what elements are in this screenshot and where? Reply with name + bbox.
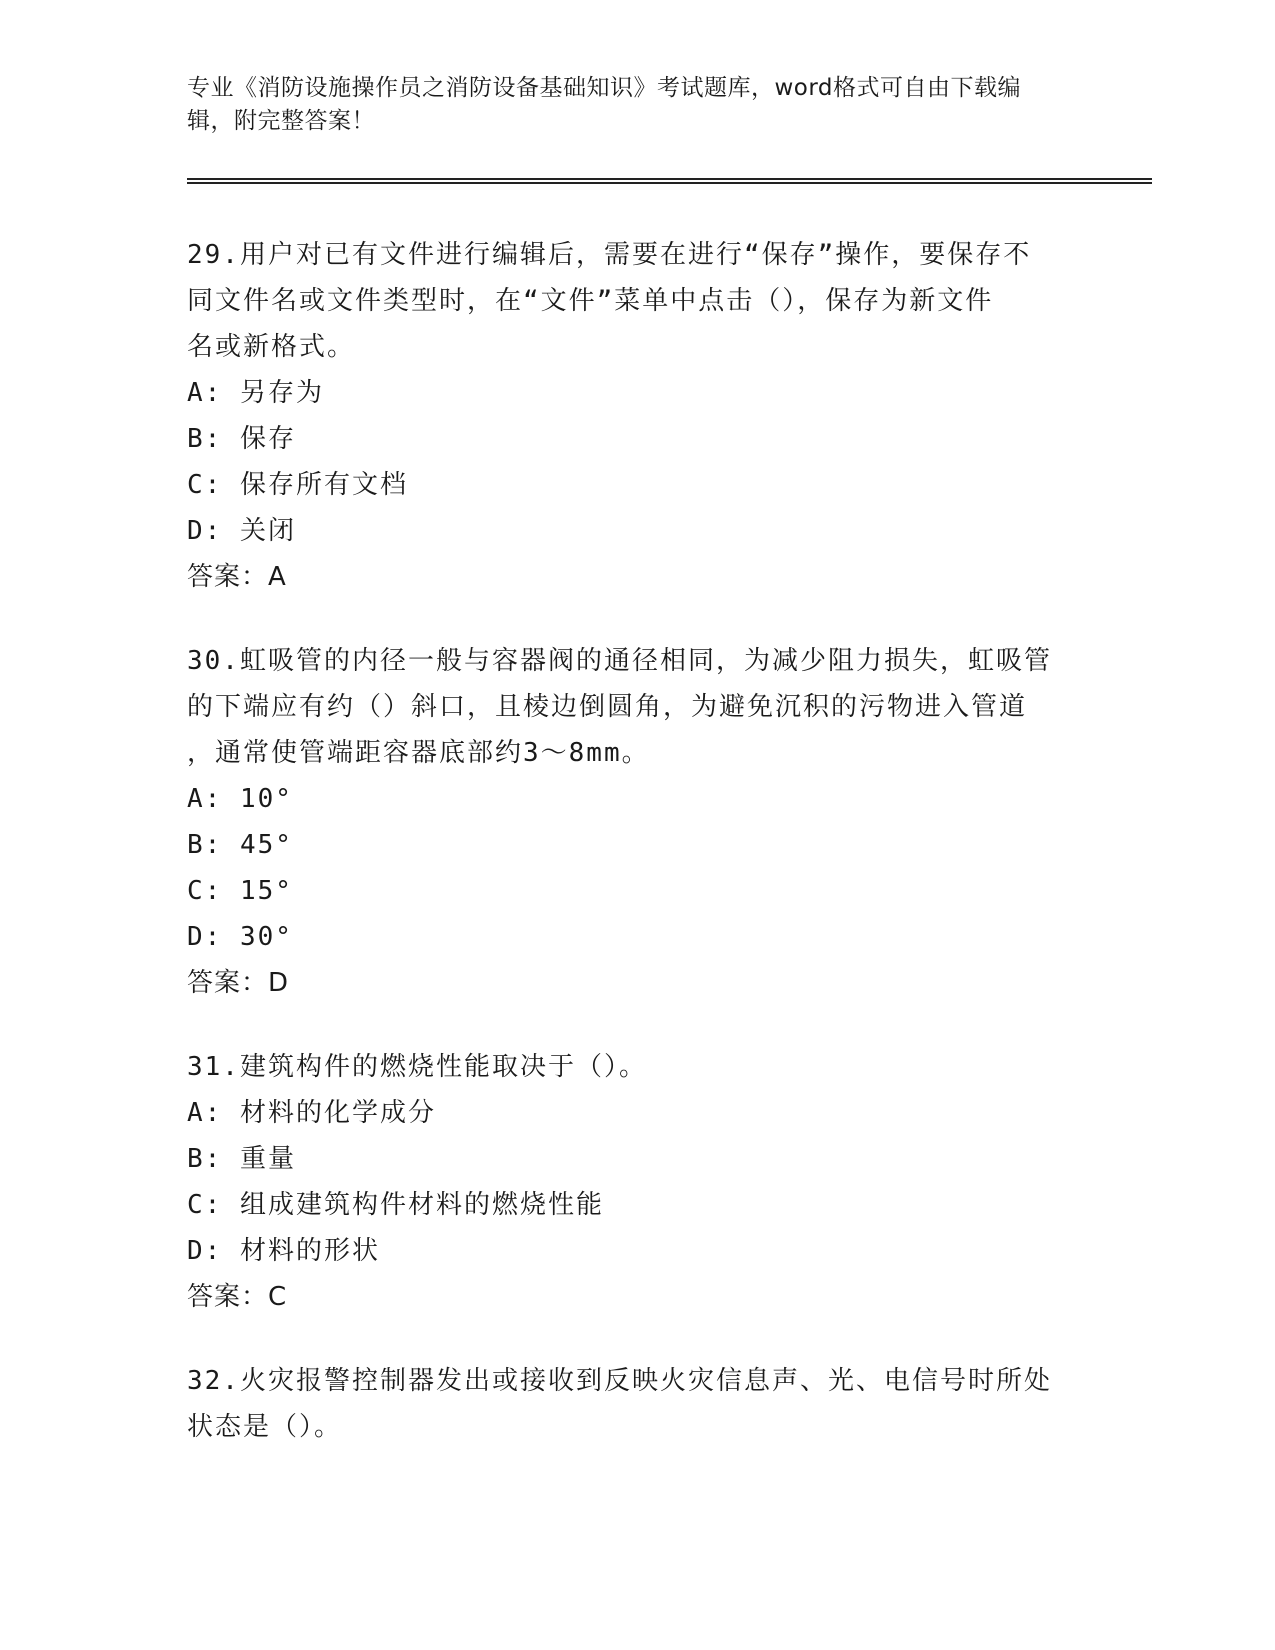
option-text: 关闭 xyxy=(239,516,296,546)
question-stem-line: 32.火灾报警控制器发出或接收到反映火灾信息声、光、电信号时所处 xyxy=(187,1366,1052,1396)
option-key: D: xyxy=(187,516,223,546)
option-text: 45° xyxy=(239,830,293,860)
answer-label: 答案：C xyxy=(187,1282,288,1312)
answer-label: 答案：A xyxy=(187,562,287,592)
question-stem-line: 同文件名或文件类型时，在“文件”菜单中点击（），保存为新文件 xyxy=(187,286,994,316)
option-key: C: xyxy=(187,876,223,906)
option-c xyxy=(187,1182,1087,1228)
option-b xyxy=(187,416,1087,462)
option-text: 重量 xyxy=(239,1144,296,1174)
option-c xyxy=(187,462,1087,508)
question-stem-line: 29.用户对已有文件进行编辑后，需要在进行“保存”操作，要保存不 xyxy=(187,240,1032,270)
option-key: A: xyxy=(187,378,223,408)
option-text: 材料的形状 xyxy=(239,1236,380,1266)
option-c xyxy=(187,868,1087,914)
option-key: B: xyxy=(187,830,223,860)
question-31 xyxy=(187,1044,1087,1320)
option-text: 30° xyxy=(239,922,293,952)
option-a xyxy=(187,370,1087,416)
option-text: 15° xyxy=(239,876,293,906)
question-stem-line: 状态是（）。 xyxy=(187,1412,343,1442)
option-key: D: xyxy=(187,1236,223,1266)
option-key: B: xyxy=(187,424,223,454)
option-a xyxy=(187,776,1087,822)
question-30 xyxy=(187,638,1087,1006)
question-32 xyxy=(187,1358,1087,1450)
question-stem-line: ，通常使管端距容器底部约3～8mm。 xyxy=(187,738,650,768)
option-text: 材料的化学成分 xyxy=(239,1098,436,1128)
option-text: 另存为 xyxy=(239,378,324,408)
question-stem-line: 名或新格式。 xyxy=(187,332,356,362)
option-b xyxy=(187,822,1087,868)
option-text: 保存 xyxy=(239,424,296,454)
option-key: A: xyxy=(187,1098,223,1128)
question-list xyxy=(187,232,1087,1488)
option-text: 组成建筑构件材料的燃烧性能 xyxy=(239,1190,604,1220)
option-text: 10° xyxy=(239,784,293,814)
option-key: A: xyxy=(187,784,223,814)
option-a xyxy=(187,1090,1087,1136)
option-key: C: xyxy=(187,1190,223,1220)
answer-label: 答案：D xyxy=(187,968,290,998)
option-d xyxy=(187,508,1087,554)
option-text: 保存所有文档 xyxy=(239,470,408,500)
option-key: D: xyxy=(187,922,223,952)
option-d xyxy=(187,914,1087,960)
option-key: B: xyxy=(187,1144,223,1174)
question-29 xyxy=(187,232,1087,600)
option-d xyxy=(187,1228,1087,1274)
question-stem-line: 31.建筑构件的燃烧性能取决于（）。 xyxy=(187,1052,647,1082)
option-b xyxy=(187,1136,1087,1182)
header-text: 专业《消防设施操作员之消防设备基础知识》考试题库，word格式可自由下载编辑，附完整答案！ xyxy=(187,75,1022,134)
header-divider xyxy=(187,178,1152,184)
option-key: C: xyxy=(187,470,223,500)
document-header xyxy=(187,72,1067,138)
question-stem-line: 的下端应有约（）斜口，且棱边倒圆角，为避免沉积的污物进入管道 xyxy=(187,692,1028,722)
question-stem-line: 30.虹吸管的内径一般与容器阀的通径相同，为减少阻力损失，虹吸管 xyxy=(187,646,1052,676)
